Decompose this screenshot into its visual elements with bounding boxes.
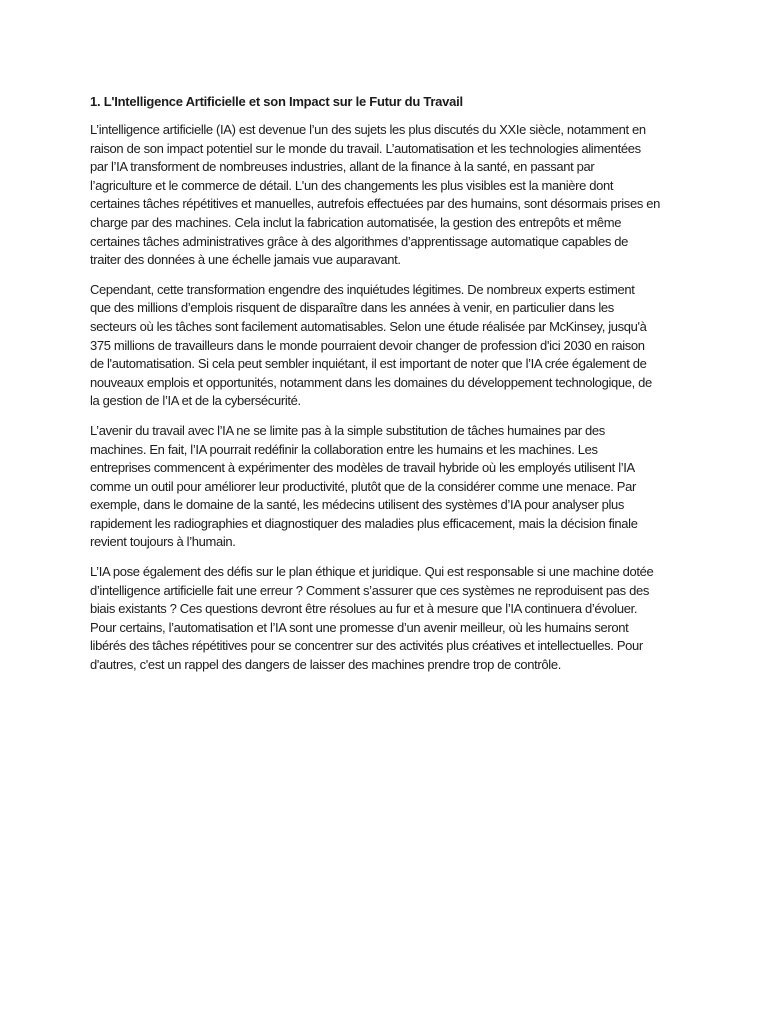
document-title: 1. L'Intelligence Artificielle et son Impact sur le Futur du Travail <box>90 94 463 109</box>
text-line: d’intelligence artificielle fait une erreur ? Comment s’assurer que ces systèmes ne reproduisent pas des <box>90 582 650 598</box>
text-line: 375 millions de travailleurs dans le monde pourraient devoir changer de profession d'ici 2030 en raison <box>90 337 645 353</box>
text-line: L’IA pose également des défis sur le plan éthique et juridique. Qui est responsable si une machine dotée <box>90 564 654 580</box>
text-line: libérés des tâches répétitives pour se concentrer sur des activités plus créatives et intellectuelles. Pour <box>90 638 643 654</box>
text-line: L’avenir du travail avec l’IA ne se limite pas à la simple substitution de tâches humaines par des <box>90 422 605 438</box>
text-line: raison de son impact potentiel sur le monde du travail. L’automatisation et les technologies alimentées <box>90 140 641 156</box>
text-line: l’agriculture et le commerce de détail. L'un des changements les plus visibles est la manière dont <box>90 177 614 193</box>
text-line: que des millions d’emplois risquent de disparaître dans les années à venir, en particulier dans les <box>90 300 614 316</box>
text-line: rapidement les radiographies et diagnostiquer des maladies plus efficacement, mais la décision finale <box>90 515 638 531</box>
text-line: certaines tâches répétitives et manuelles, autrefois effectuées par des humains, sont désormais prises en <box>90 196 660 212</box>
text-line: comme un outil pour améliorer leur productivité, plutôt que de la considérer comme une menace. Par <box>90 478 636 494</box>
text-line: par l’IA transforment de nombreuses industries, allant de la finance à la santé, en passant par <box>90 159 595 175</box>
text-line: Cependant, cette transformation engendre des inquiétudes légitimes. De nombreux experts estiment <box>90 281 635 297</box>
paragraph-3 <box>90 422 690 552</box>
document-page <box>90 93 690 686</box>
text-line: entreprises commencent à expérimenter des modèles de travail hybride où les employés utilisent l’IA <box>90 460 635 476</box>
text-line: machines. En fait, l’IA pourrait redéfinir la collaboration entre les humains et les machines. Les <box>90 441 598 457</box>
paragraph-4 <box>90 563 690 675</box>
text-line: nouveaux emplois et opportunités, notamment dans les domaines du développement technologique, de <box>90 374 652 390</box>
text-line: certaines tâches administratives grâce à des algorithmes d’apprentissage automatique capables de <box>90 233 629 249</box>
paragraph-2 <box>90 281 690 411</box>
text-line: charge par des machines. Cela inclut la fabrication automatisée, la gestion des entrepôts et même <box>90 214 622 230</box>
paragraph-1 <box>90 121 690 270</box>
text-line: L’intelligence artificielle (IA) est devenue l’un des sujets les plus discutés du XXIe siècle, notamment en <box>90 122 646 137</box>
text-line: Pour certains, l’automatisation et l’IA sont une promesse d’un avenir meilleur, où les humains seront <box>90 619 629 635</box>
text-line: exemple, dans le domaine de la santé, les médecins utilisent des systèmes d’IA pour analyser plus <box>90 497 625 513</box>
text-line: revient toujours à l’humain. <box>90 534 236 550</box>
text-line: la gestion de l’IA et de la cybersécurité. <box>90 393 301 409</box>
text-line: traiter des données à une échelle jamais vue auparavant. <box>90 252 401 268</box>
text-line: biais existants ? Ces questions devront être résolues au fur et à mesure que l’IA continuera d’évoluer. <box>90 601 638 617</box>
text-line: d'autres, c'est un rappel des dangers de laisser des machines prendre trop de contrôle. <box>90 657 561 673</box>
text-line: de l'automatisation. Si cela peut sembler inquiétant, il est important de noter que l’IA crée également de <box>90 356 647 372</box>
text-line: secteurs où les tâches sont facilement automatisables. Selon une étude réalisée par McKinsey, jusqu'à <box>90 318 647 334</box>
